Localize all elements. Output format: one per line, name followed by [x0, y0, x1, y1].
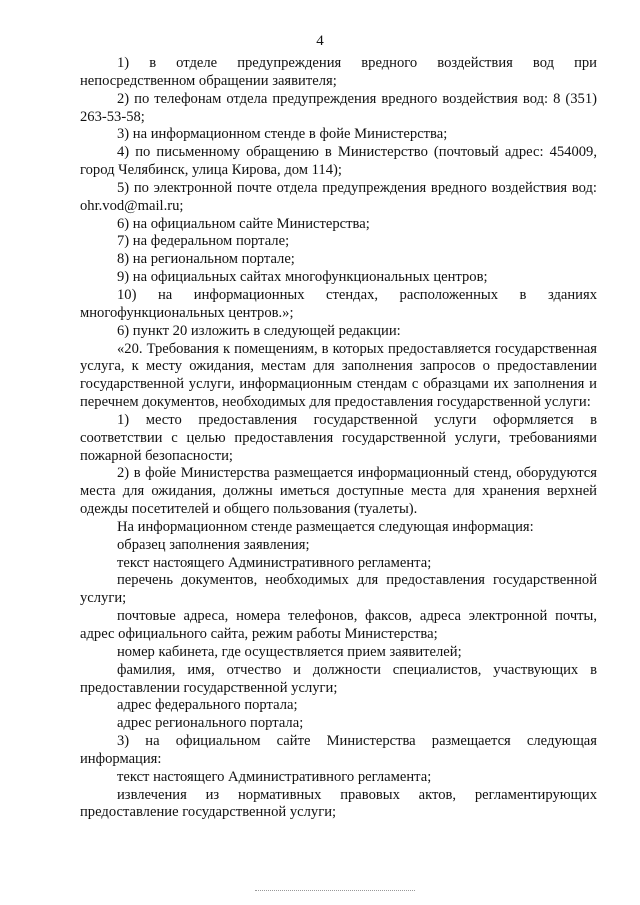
- paragraph: 7) на федеральном портале;: [117, 233, 290, 250]
- paragraph: 3) на официальном сайте Министерства размещается следующая информация:: [80, 733, 597, 767]
- paragraph: 2) в фойе Министерства размещается информационный стенд, оборудуются места для ожидания, должны иметься доступные места для хранения верхней одежды посетителей и общего пользования (туалеты).: [80, 465, 597, 518]
- footer-divider: [255, 890, 415, 891]
- paragraph: извлечения из нормативных правовых актов, регламентирующих предоставление государственной услуги;: [80, 786, 597, 821]
- paragraph: фамилия, имя, отчество и должности специалистов, участвующих в предоставлении государственной услуги;: [80, 661, 597, 696]
- paragraph: 8) на региональном портале;: [117, 251, 295, 268]
- paragraph: На информационном стенде размещается следующая информация:: [117, 518, 534, 535]
- paragraph: 10) на информационных стендах, расположенных в зданиях многофункциональных центров.»;: [80, 286, 597, 321]
- paragraph: образец заполнения заявления;: [117, 536, 310, 553]
- paragraph: «20. Требования к помещениям, в которых предоставляется государственная услуга, к месту ожидания, местам для заполнения запросов о предоставлении государственной услуги, информационным стендам с образцами их заполнения и перечнем документов, необходимых для предоставления государственной услуги:: [80, 340, 597, 411]
- paragraph: 9) на официальных сайтах многофункциональных центров;: [117, 269, 488, 286]
- paragraph: 6) пункт 20 изложить в следующей редакции:: [117, 322, 401, 339]
- page-number: 4: [316, 33, 324, 49]
- paragraph: номер кабинета, где осуществляется прием заявителей;: [117, 643, 462, 660]
- paragraph: 1) место предоставления государственной услуги оформляется в соответствии с целью предоставления государственной услуги, требованиями пожарной безопасности;: [80, 411, 597, 464]
- paragraph: 3) на информационном стенде в фойе Министерства;: [117, 126, 448, 143]
- paragraph: почтовые адреса, номера телефонов, факсов, адреса электронной почты, адрес официального сайта, режим работы Министерства;: [80, 608, 597, 642]
- document-body: [80, 55, 597, 822]
- paragraph: перечень документов, необходимых для предоставления государственной услуги;: [80, 572, 597, 607]
- paragraph: 5) по электронной почте отдела предупреждения вредного воздействия вод: ohr.vod@mail.ru;: [80, 179, 597, 214]
- paragraph: 6) на официальном сайте Министерства;: [117, 215, 370, 232]
- paragraph: адрес регионального портала;: [117, 715, 304, 732]
- paragraph: текст настоящего Административного регламента;: [117, 768, 432, 785]
- paragraph: адрес федерального портала;: [117, 697, 298, 714]
- paragraph: 2) по телефонам отдела предупреждения вредного воздействия вод: 8 (351) 263-53-58;: [80, 90, 597, 125]
- paragraph: 4) по письменному обращению в Министерство (почтовый адрес: 454009, город Челябинск, улица Кирова, дом 114);: [80, 144, 597, 179]
- paragraph: текст настоящего Административного регламента;: [117, 554, 432, 571]
- paragraph: 1) в отделе предупреждения вредного воздействия вод при непосредственном обращении заявителя;: [80, 55, 597, 89]
